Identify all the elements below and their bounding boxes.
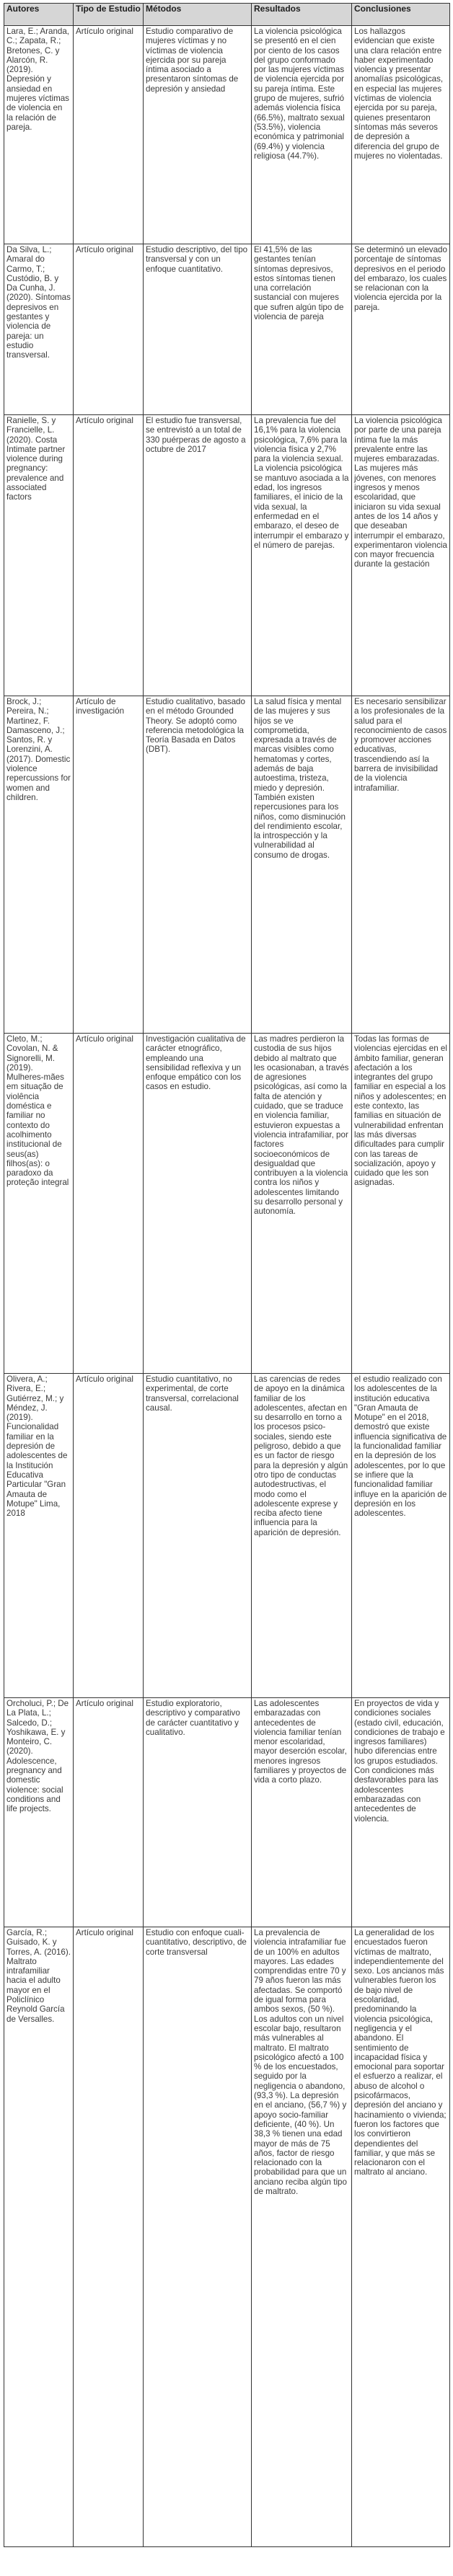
cell-tipo: Artículo original [74,415,144,696]
header-autores: Autores [4,4,74,26]
cell-resultados: La prevalencia fue del 16,1% para la violencia psicológica, 7,6% para la violencia física y 2,7% para la violencia sexual. La violencia psicológica se mantuvo asociada a la edad, los ingresos familiares, el inicio de la vida sexual, la enfermedad en el embarazo, el deseo de interrumpir el embarazo y el número de parejas. [252,415,352,696]
studies-table [4,3,450,2547]
cell-autores: Da Silva, L.; Amaral do Carmo, T.; Custódio, B. y Da Cunha, J. (2020). Síntomas depresivos en gestantes y violencia de pareja: un estudio transversal. [4,244,74,415]
header-conclusiones: Conclusiones [352,4,450,26]
cell-conclusiones: Los hallazgos evidencian que existe una clara relación entre haber experimentado violencia y presentar anomalías psicológicas, en especial las mujeres víctimas de violencia ejercida por su pareja, quienes presentaron síntomas más severos de depresión a diferencia del grupo de mujeres no violentadas. [352,26,450,244]
cell-conclusiones: Es necesario sensibilizar a los profesionales de la salud para el reconocimiento de casos y promover acciones educativas, trascendiendo así la barrera de invisibilidad de la violencia intrafamiliar. [352,696,450,1034]
table-row [4,1698,450,1927]
cell-resultados: La salud física y mental de las mujeres y sus hijos se ve comprometida, expresada a través de marcas visibles como hematomas y cortes, además de baja autoestima, tristeza, miedo y depresión. También existen repercusiones para los niños, como disminución del rendimiento escolar, la introspección y la vulnerabilidad al consumo de drogas. [252,696,352,1034]
cell-autores: García, R.; Guisado, K. y Torres, A. (2016). Maltrato intrafamiliar hacia el adulto mayor en el Policlínico Reynold García de Versalles. [4,1927,74,2547]
cell-tipo: Artículo original [74,1374,144,1698]
header-resultados: Resultados [252,4,352,26]
cell-resultados: El 41,5% de las gestantes tenían síntomas depresivos, estos síntomas tienen una correlación sustancial con mujeres que sufren algún tipo de violencia de pareja [252,244,352,415]
cell-conclusiones: Todas las formas de violencias ejercidas en el ámbito familiar, generan afectación a los integrantes del grupo familiar en especial a los niños y adolescentes; en este contexto, las familias en situación de vulnerabilidad enfrentan las más diversas dificultades para cumplir con las tareas de socialización, apoyo y cuidado que les son asignadas. [352,1034,450,1374]
cell-tipo: Artículo original [74,1698,144,1927]
cell-autores: Cleto, M.; Covolan, N. & Signorelli, M. (2019). Mulheres-mães em situação de violência doméstica e familiar no contexto do acolhimento institucional de seus(as) filhos(as): o paradoxo da proteção integral [4,1034,74,1374]
cell-metodos: Estudio descriptivo, del tipo transversal y con un enfoque cuantitativo. [144,244,252,415]
cell-tipo: Artículo original [74,26,144,244]
cell-autores: Ranielle, S. y Francielle, L. (2020). Costa Intimate partner violence during pregnancy: prevalence and associated factors [4,415,74,696]
cell-autores: Olivera, A.; Rivera, E.; Gutiérrez, M.; y Méndez, J. (2019). Funcionalidad familiar en la depresión de adolescentes de la Institución Educativa Particular "Gran Amauta de Motupe" Lima, 2018 [4,1374,74,1698]
cell-autores: Lara, E.; Aranda, C.; Zapata, R.; Bretones, C. y Alarcón, R. (2019). Depresión y ansiedad en mujeres víctimas de violencia en la relación de pareja. [4,26,74,244]
cell-metodos: Investigación cualitativa de carácter etnográfico, empleando una sensibilidad reflexiva y un enfoque empático con los casos en estudio. [144,1034,252,1374]
cell-resultados: Las carencias de redes de apoyo en la dinámica familiar de los adolescentes, afectan en su desarrollo en torno a los procesos psico-sociales, siendo este peligroso, debido a que es un factor de riesgo para la depresión y algún otro tipo de conductas autodestructivas, el modo como el adolescente exprese y reciba afecto tiene influencia para la aparición de depresión. [252,1374,352,1698]
cell-tipo: Artículo original [74,1034,144,1374]
cell-conclusiones: La generalidad de los encuestados fueron víctimas de maltrato, independientemente del sexo. Los ancianos más vulnerables fueron los de bajo nivel de escolaridad, predominando la violencia psicológica, negligencia y el abandono. El sentimiento de incapacidad física y emocional para soportar el esfuerzo a realizar, el abuso de alcohol o psicofármacos, depresión del anciano y hacinamiento o vivienda; fueron los factores que los convirtieron dependientes del familiar, y que más se relacionaron con el maltrato al anciano. [352,1927,450,2547]
cell-resultados: Las madres perdieron la custodia de sus hijos debido al maltrato que les ocasionaban, a través de agresiones psicológicas, así como la falta de atención y cuidado, que se traduce en violencia familiar, estuvieron expuestas a violencia intrafamiliar, por factores socioeconómicos de desigualdad que contribuyen a la violencia contra los niños y adolescentes limitando su desarrollo personal y autonomía. [252,1034,352,1374]
cell-conclusiones: En proyectos de vida y condiciones sociales (estado civil, educación, condiciones de trabajo e ingresos familiares) hubo diferencias entre los grupos estudiados. Con condiciones más desfavorables para las adolescentes embarazadas con antecedentes de violencia. [352,1698,450,1927]
cell-metodos: Estudio cualitativo, basado en el método Grounded Theory. Se adoptó como referencia metodológica la Teoría Basada en Datos (DBT). [144,696,252,1034]
cell-conclusiones: La violencia psicológica por parte de una pareja íntima fue la más prevalente entre las mujeres embarazadas. Las mujeres más jóvenes, con menores ingresos y menos escolaridad, que iniciaron su vida sexual antes de los 14 años y que deseaban interrumpir el embarazo, experimentaron violencia con mayor frecuencia durante la gestación [352,415,450,696]
table-row [4,26,450,244]
cell-metodos: Estudio exploratorio, descriptivo y comparativo de carácter cuantitativo y cualitativo. [144,1698,252,1927]
header-metodos: Métodos [144,4,252,26]
table-row [4,1927,450,2547]
cell-metodos: Estudio con enfoque cuali-cuantitativo, descriptivo, de corte transversal [144,1927,252,2547]
table-header-row [4,4,450,26]
cell-metodos: Estudio cuantitativo, no experimental, de corte transversal, correlacional causal. [144,1374,252,1698]
cell-autores: Brock, J.; Pereira, N.; Martinez, F. Damasceno, J.; Santos, R. y Lorenzini, A. (2017). Domestic violence repercussions for women and children. [4,696,74,1034]
table-row [4,244,450,415]
table-row [4,1034,450,1374]
header-tipo-estudio: Tipo de Estudio [74,4,144,26]
cell-conclusiones: el estudio realizado con los adolescentes de la institución educativa "Gran Amauta de Motupe" en el 2018, demostró que existe influencia significativa de la funcionalidad familiar en la depresión de los adolescentes, por lo que se infiere que la funcionalidad familiar influye en la aparición de depresión en los adolescentes. [352,1374,450,1698]
cell-resultados: La prevalencia de violencia intrafamiliar fue de un 100% en adultos mayores. Las edades comprendidas entre 70 y 79 años fueron las más afectadas. Se comportó de igual forma para ambos sexos, (50 %). Los adultos con un nivel escolar bajo, resultaron más vulnerables al maltrato. El maltrato psicológico afectó a 100 % de los encuestados, seguido por la negligencia o abandono, (93,3 %). La depresión en el anciano, (56,7 %) y apoyo socio-familiar deficiente, (40 %). Un 38,3 % tienen una edad mayor de más de 75 años, factor de riesgo relacionado con la probabilidad para que un anciano reciba algún tipo de maltrato. [252,1927,352,2547]
cell-tipo: Artículo original [74,244,144,415]
cell-conclusiones: Se determinó un elevado porcentaje de síntomas depresivos en el periodo del embarazo, los cuales se relacionan con la violencia ejercida por la pareja. [352,244,450,415]
table-row [4,1374,450,1698]
cell-metodos: El estudio fue transversal, se entrevistó a un total de 330 puérperas de agosto a octubre de 2017 [144,415,252,696]
cell-resultados: La violencia psicológica se presentó en el cien por ciento de los casos del grupo conformado por las mujeres víctimas de violencia ejercida por su pareja íntima. Este grupo de mujeres, sufrió además violencia física (66.5%), maltrato sexual (53.5%), violencia económica y patrimonial (69.4%) y violencia religiosa (44.7%). [252,26,352,244]
cell-metodos: Estudio comparativo de mujeres víctimas y no víctimas de violencia ejercida por su pareja íntima asociado a presentaron síntomas de depresión y ansiedad [144,26,252,244]
cell-autores: Orcholuci, P.; De La Plata, L.; Salcedo, D.; Yoshikawa, E. y Monteiro, C. (2020). Adolescence, pregnancy and domestic violence: social conditions and life projects. [4,1698,74,1927]
cell-tipo: Artículo de investigación [74,696,144,1034]
table-row [4,415,450,696]
cell-tipo: Artículo original [74,1927,144,2547]
cell-resultados: Las adolescentes embarazadas con antecedentes de violencia familiar tenían menor escolaridad, mayor deserción escolar, menores ingresos familiares y proyectos de vida a corto plazo. [252,1698,352,1927]
table-row [4,696,450,1034]
